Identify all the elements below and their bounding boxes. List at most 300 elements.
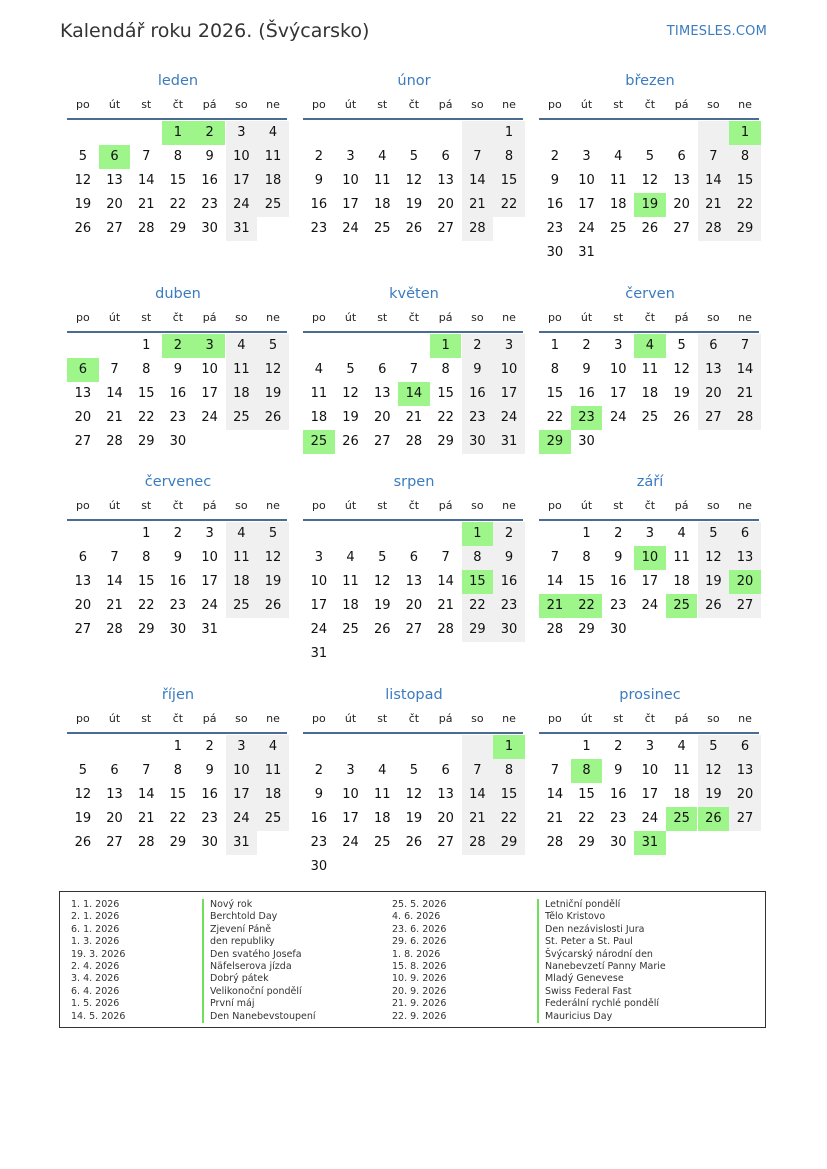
day-cell: 18 bbox=[373, 811, 391, 826]
holiday-name: Den nezávislosti Jura bbox=[537, 924, 644, 936]
month-name: duben bbox=[155, 286, 201, 302]
day-cell: 16 bbox=[201, 173, 218, 188]
day-cell: 4 bbox=[257, 735, 289, 759]
day-cell: 6 bbox=[409, 550, 419, 565]
day-cell: 8 bbox=[142, 550, 151, 565]
day-cell: 13 bbox=[673, 173, 690, 188]
month-name: prosinec bbox=[619, 687, 681, 703]
day-cell: 29 bbox=[493, 831, 525, 855]
holiday-name: den republiky bbox=[202, 936, 275, 948]
weekday-header: pá bbox=[674, 98, 689, 111]
day-cell: 13 bbox=[437, 787, 454, 802]
day-cell: 20 bbox=[106, 811, 123, 826]
day-cell: 16 bbox=[310, 811, 328, 826]
day-cell: 2 bbox=[614, 739, 623, 754]
weekday-header: út bbox=[580, 712, 593, 725]
holiday-name: St. Peter a St. Paul bbox=[537, 936, 633, 948]
day-cell: 5 bbox=[698, 735, 730, 759]
day-cell: 29 bbox=[137, 434, 155, 449]
day-cell: 24 bbox=[226, 807, 258, 831]
day-cell: 6 bbox=[378, 362, 387, 377]
header-rule bbox=[303, 732, 523, 734]
day-cell: 27 bbox=[729, 807, 761, 831]
day-cell: 20 bbox=[373, 410, 391, 425]
day-cell: 17 bbox=[342, 811, 359, 826]
day-cell: 19 bbox=[342, 410, 359, 425]
weekday-header: po bbox=[311, 499, 326, 512]
day-cell: 3 bbox=[645, 739, 655, 754]
weekday-header: ne bbox=[738, 98, 752, 111]
day-cell: 3 bbox=[614, 338, 623, 353]
holiday-name: První máj bbox=[202, 998, 255, 1010]
weekday-header: ne bbox=[738, 499, 752, 512]
holiday-day-cell: 22 bbox=[571, 594, 603, 618]
day-cell: 22 bbox=[493, 807, 525, 831]
weekday-header: čt bbox=[172, 311, 184, 324]
day-cell: 27 bbox=[729, 594, 761, 618]
day-cell: 14 bbox=[462, 169, 494, 193]
holiday-name: Tělo Kristovo bbox=[537, 911, 605, 923]
day-cell: 23 bbox=[462, 406, 494, 430]
day-cell: 8 bbox=[462, 546, 494, 570]
day-cell: 3 bbox=[645, 526, 655, 541]
day-cell: 3 bbox=[493, 334, 525, 358]
day-cell: 31 bbox=[310, 646, 328, 661]
holiday-date: 1. 5. 2026 bbox=[71, 998, 120, 1010]
day-cell: 18 bbox=[257, 169, 289, 193]
weekday-header: so bbox=[707, 311, 720, 324]
holiday-day-cell: 2 bbox=[194, 121, 226, 145]
day-cell: 10 bbox=[310, 574, 328, 589]
weekday-header: so bbox=[235, 311, 248, 324]
day-cell: 3 bbox=[226, 735, 258, 759]
day-cell: 1 bbox=[493, 121, 525, 145]
weekday-header: so bbox=[707, 499, 720, 512]
day-cell: 29 bbox=[169, 835, 187, 850]
day-cell: 7 bbox=[550, 763, 559, 778]
day-cell: 27 bbox=[698, 406, 730, 430]
page-title: Kalendář roku 2026. (Švýcarsko) bbox=[60, 20, 370, 42]
day-cell: 19 bbox=[405, 197, 423, 212]
day-cell: 7 bbox=[698, 145, 730, 169]
day-cell: 2 bbox=[314, 149, 323, 164]
day-cell: 22 bbox=[437, 410, 454, 425]
holiday-date: 22. 9. 2026 bbox=[392, 1010, 447, 1022]
header-rule bbox=[539, 732, 759, 734]
day-cell: 24 bbox=[342, 221, 359, 236]
day-cell: 7 bbox=[142, 763, 151, 778]
header-rule bbox=[303, 331, 523, 333]
holiday-day-cell: 1 bbox=[162, 121, 194, 145]
weekday-header: pá bbox=[202, 311, 217, 324]
day-cell: 17 bbox=[310, 598, 328, 613]
day-cell: 4 bbox=[226, 522, 258, 546]
day-cell: 23 bbox=[201, 811, 218, 826]
holiday-date: 6. 4. 2026 bbox=[71, 985, 120, 997]
day-cell: 25 bbox=[257, 193, 289, 217]
day-cell: 26 bbox=[405, 835, 423, 850]
month-name: březen bbox=[625, 73, 675, 89]
holiday-day-cell: 1 bbox=[430, 334, 462, 358]
holiday-date: 23. 6. 2026 bbox=[392, 923, 447, 935]
day-cell: 23 bbox=[169, 410, 187, 425]
holiday-date: 2. 4. 2026 bbox=[71, 961, 120, 972]
holiday-day-cell: 6 bbox=[67, 358, 99, 382]
day-cell: 27 bbox=[673, 221, 690, 236]
day-cell: 30 bbox=[493, 618, 525, 642]
holiday-name: Švýcarský národní den bbox=[537, 949, 653, 961]
holiday-day-cell: 14 bbox=[398, 382, 430, 406]
day-cell: 25 bbox=[226, 406, 258, 430]
weekday-header: so bbox=[235, 499, 248, 512]
holiday-name: Den svatého Josefa bbox=[202, 949, 302, 961]
month-name: listopad bbox=[385, 687, 443, 703]
day-cell: 9 bbox=[462, 358, 494, 382]
weekday-header: út bbox=[580, 499, 593, 512]
weekday-header: út bbox=[344, 712, 357, 725]
day-cell: 24 bbox=[201, 410, 218, 425]
day-cell: 9 bbox=[314, 787, 323, 802]
day-cell: 28 bbox=[546, 622, 564, 637]
month-name: září bbox=[636, 474, 664, 490]
weekday-header: st bbox=[377, 98, 388, 111]
day-cell: 11 bbox=[641, 362, 659, 377]
weekday-header: ne bbox=[266, 499, 280, 512]
day-cell: 19 bbox=[673, 386, 690, 401]
weekday-header: čt bbox=[172, 712, 184, 725]
weekday-header: so bbox=[707, 712, 720, 725]
day-cell: 17 bbox=[641, 787, 659, 802]
holiday-day-cell: 19 bbox=[634, 193, 666, 217]
header-rule bbox=[303, 118, 523, 120]
day-cell: 15 bbox=[169, 173, 187, 188]
weekday-header: st bbox=[613, 712, 624, 725]
day-cell: 13 bbox=[729, 546, 761, 570]
day-cell: 9 bbox=[550, 173, 559, 188]
day-cell: 12 bbox=[641, 173, 659, 188]
day-cell: 20 bbox=[698, 382, 730, 406]
day-cell: 3 bbox=[582, 149, 591, 164]
day-cell: 28 bbox=[106, 434, 123, 449]
day-cell: 28 bbox=[462, 831, 494, 855]
day-cell: 15 bbox=[169, 787, 187, 802]
day-cell: 16 bbox=[169, 574, 187, 589]
day-cell: 17 bbox=[609, 386, 627, 401]
day-cell: 12 bbox=[373, 574, 391, 589]
day-cell: 11 bbox=[373, 787, 391, 802]
day-cell: 10 bbox=[493, 358, 525, 382]
day-cell: 7 bbox=[462, 145, 494, 169]
day-cell: 28 bbox=[462, 217, 494, 241]
holiday-day-cell: 8 bbox=[571, 759, 603, 783]
day-cell: 24 bbox=[310, 622, 328, 637]
day-cell: 27 bbox=[437, 835, 454, 850]
day-cell: 19 bbox=[257, 570, 289, 594]
day-cell: 16 bbox=[493, 570, 525, 594]
day-cell: 5 bbox=[677, 338, 686, 353]
header-rule bbox=[67, 519, 287, 521]
day-cell: 23 bbox=[609, 598, 627, 613]
day-cell: 15 bbox=[546, 386, 564, 401]
day-cell: 2 bbox=[614, 526, 623, 541]
day-cell: 19 bbox=[74, 811, 92, 826]
day-cell: 12 bbox=[673, 362, 690, 377]
day-cell: 18 bbox=[310, 410, 328, 425]
holiday-day-cell: 20 bbox=[729, 570, 761, 594]
day-cell: 6 bbox=[441, 763, 450, 778]
day-cell: 29 bbox=[462, 618, 494, 642]
holiday-name: Zjevení Páně bbox=[202, 924, 271, 936]
day-cell: 27 bbox=[74, 434, 92, 449]
day-cell: 30 bbox=[169, 622, 187, 637]
holiday-day-cell: 6 bbox=[99, 145, 131, 169]
day-cell: 28 bbox=[546, 835, 564, 850]
day-cell: 21 bbox=[405, 410, 423, 425]
day-cell: 2 bbox=[493, 522, 525, 546]
day-cell: 5 bbox=[645, 149, 655, 164]
day-cell: 13 bbox=[106, 787, 123, 802]
day-cell: 8 bbox=[582, 550, 591, 565]
day-cell: 15 bbox=[578, 574, 595, 589]
day-cell: 21 bbox=[106, 598, 123, 613]
day-cell: 12 bbox=[342, 386, 359, 401]
day-cell: 26 bbox=[257, 406, 289, 430]
day-cell: 4 bbox=[346, 550, 355, 565]
day-cell: 16 bbox=[462, 382, 494, 406]
day-cell: 7 bbox=[110, 362, 119, 377]
holiday-day-cell: 23 bbox=[571, 406, 603, 430]
day-cell: 25 bbox=[609, 221, 627, 236]
day-cell: 7 bbox=[142, 149, 151, 164]
day-cell: 22 bbox=[462, 594, 494, 618]
weekday-header: út bbox=[580, 311, 593, 324]
day-cell: 4 bbox=[314, 362, 323, 377]
day-cell: 6 bbox=[677, 149, 686, 164]
day-cell: 5 bbox=[378, 550, 387, 565]
day-cell: 14 bbox=[137, 787, 155, 802]
holiday-day-cell: 4 bbox=[634, 334, 666, 358]
month-name: říjen bbox=[161, 687, 195, 703]
holiday-name: Berchtold Day bbox=[202, 911, 277, 923]
day-cell: 11 bbox=[257, 145, 289, 169]
day-cell: 19 bbox=[257, 382, 289, 406]
day-cell: 10 bbox=[609, 362, 627, 377]
day-cell: 29 bbox=[169, 221, 187, 236]
day-cell: 20 bbox=[74, 410, 92, 425]
day-cell: 7 bbox=[550, 550, 559, 565]
day-cell: 26 bbox=[373, 622, 391, 637]
weekday-header: pá bbox=[674, 712, 689, 725]
day-cell: 13 bbox=[698, 358, 730, 382]
day-cell: 30 bbox=[462, 430, 494, 454]
day-cell: 30 bbox=[546, 245, 564, 260]
holiday-name: Velikonoční pondělí bbox=[202, 986, 302, 998]
day-cell: 18 bbox=[673, 574, 690, 589]
day-cell: 14 bbox=[729, 358, 761, 382]
day-cell: 4 bbox=[257, 121, 289, 145]
weekday-header: st bbox=[141, 98, 152, 111]
day-cell: 26 bbox=[673, 410, 690, 425]
day-cell: 11 bbox=[310, 386, 328, 401]
day-cell: 9 bbox=[614, 763, 623, 778]
day-cell: 23 bbox=[310, 221, 328, 236]
day-cell: 4 bbox=[614, 149, 623, 164]
day-cell: 5 bbox=[257, 334, 289, 358]
day-cell: 10 bbox=[342, 173, 359, 188]
day-cell: 2 bbox=[314, 763, 323, 778]
day-cell: 16 bbox=[609, 787, 627, 802]
weekday-header: po bbox=[547, 499, 562, 512]
day-cell: 9 bbox=[582, 362, 591, 377]
day-cell: 11 bbox=[226, 358, 258, 382]
day-cell: 17 bbox=[641, 574, 659, 589]
day-cell: 7 bbox=[729, 334, 761, 358]
month-name: červenec bbox=[144, 474, 212, 490]
day-cell: 31 bbox=[226, 217, 258, 241]
holiday-date: 21. 9. 2026 bbox=[392, 998, 447, 1010]
day-cell: 30 bbox=[201, 835, 218, 850]
day-cell: 22 bbox=[578, 811, 595, 826]
weekday-header: čt bbox=[644, 311, 656, 324]
day-cell: 28 bbox=[729, 406, 761, 430]
weekday-header: st bbox=[377, 712, 388, 725]
holiday-date: 19. 3. 2026 bbox=[71, 948, 126, 960]
day-cell: 9 bbox=[493, 546, 525, 570]
weekday-header: pá bbox=[202, 499, 217, 512]
weekday-header: so bbox=[471, 98, 484, 111]
weekday-header: ne bbox=[738, 311, 752, 324]
day-cell: 27 bbox=[74, 622, 92, 637]
day-cell: 23 bbox=[201, 197, 218, 212]
holiday-name: Näfelserova jízda bbox=[202, 961, 292, 973]
holiday-day-cell: 1 bbox=[462, 522, 494, 546]
holiday-date: 25. 5. 2026 bbox=[392, 899, 447, 910]
day-cell: 30 bbox=[310, 859, 328, 874]
weekday-header: so bbox=[235, 712, 248, 725]
day-cell: 8 bbox=[173, 763, 183, 778]
day-cell: 19 bbox=[698, 783, 730, 807]
day-cell: 3 bbox=[205, 526, 214, 541]
weekday-header: po bbox=[75, 98, 90, 111]
day-cell: 2 bbox=[205, 739, 214, 754]
weekday-header: čt bbox=[644, 98, 656, 111]
day-cell: 16 bbox=[201, 787, 218, 802]
day-cell: 10 bbox=[578, 173, 595, 188]
day-cell: 5 bbox=[346, 362, 355, 377]
day-cell: 1 bbox=[582, 526, 591, 541]
weekday-header: pá bbox=[202, 98, 217, 111]
weekday-header: čt bbox=[408, 98, 420, 111]
day-cell: 26 bbox=[405, 221, 423, 236]
weekday-header: so bbox=[471, 311, 484, 324]
day-cell: 26 bbox=[257, 594, 289, 618]
weekday-header: út bbox=[108, 499, 121, 512]
day-cell: 3 bbox=[314, 550, 323, 565]
weekday-header: ne bbox=[502, 311, 516, 324]
holiday-day-cell: 25 bbox=[666, 807, 698, 831]
day-cell: 4 bbox=[378, 763, 387, 778]
day-cell: 21 bbox=[462, 193, 494, 217]
day-cell: 5 bbox=[409, 149, 419, 164]
day-cell: 28 bbox=[137, 221, 155, 236]
day-cell: 31 bbox=[578, 245, 595, 260]
weekday-header: st bbox=[141, 499, 152, 512]
weekday-header: po bbox=[311, 712, 326, 725]
weekday-header: st bbox=[613, 98, 624, 111]
day-cell: 20 bbox=[74, 598, 92, 613]
day-cell: 18 bbox=[609, 197, 627, 212]
weekday-header: po bbox=[311, 98, 326, 111]
weekday-header: ne bbox=[502, 98, 516, 111]
weekday-header: čt bbox=[172, 98, 184, 111]
day-cell: 29 bbox=[729, 217, 761, 241]
day-cell: 6 bbox=[729, 522, 761, 546]
holiday-name: Nanebevzetí Panny Marie bbox=[537, 961, 666, 973]
day-cell: 21 bbox=[698, 193, 730, 217]
day-cell: 2 bbox=[173, 526, 183, 541]
day-cell: 13 bbox=[74, 574, 92, 589]
day-cell: 25 bbox=[641, 410, 659, 425]
day-cell: 31 bbox=[493, 430, 525, 454]
weekday-header: čt bbox=[644, 499, 656, 512]
holiday-day-cell: 25 bbox=[666, 594, 698, 618]
weekday-header: st bbox=[613, 499, 624, 512]
day-cell: 4 bbox=[677, 526, 686, 541]
weekday-header: ne bbox=[502, 499, 516, 512]
day-cell: 29 bbox=[137, 622, 155, 637]
day-cell: 21 bbox=[106, 410, 123, 425]
day-cell: 20 bbox=[673, 197, 690, 212]
header-rule bbox=[303, 519, 523, 521]
day-cell: 3 bbox=[346, 763, 355, 778]
day-cell: 15 bbox=[493, 169, 525, 193]
day-cell: 25 bbox=[373, 835, 391, 850]
day-cell: 1 bbox=[142, 526, 151, 541]
header-rule bbox=[67, 732, 287, 734]
day-cell: 7 bbox=[110, 550, 119, 565]
day-cell: 24 bbox=[641, 598, 659, 613]
brand-link[interactable]: TIMESLES.COM bbox=[666, 24, 767, 39]
day-cell: 19 bbox=[74, 197, 92, 212]
day-cell: 27 bbox=[106, 835, 123, 850]
day-cell: 31 bbox=[201, 622, 218, 637]
day-cell: 12 bbox=[698, 546, 730, 570]
day-cell: 8 bbox=[441, 362, 450, 377]
day-cell: 21 bbox=[462, 807, 494, 831]
day-cell: 10 bbox=[641, 763, 659, 778]
day-cell: 6 bbox=[698, 334, 730, 358]
holiday-date: 14. 5. 2026 bbox=[71, 1010, 126, 1022]
day-cell: 15 bbox=[437, 386, 454, 401]
day-cell: 17 bbox=[201, 386, 218, 401]
day-cell: 22 bbox=[493, 193, 525, 217]
month-name: červen bbox=[625, 286, 675, 302]
day-cell: 13 bbox=[729, 759, 761, 783]
day-cell: 20 bbox=[437, 811, 454, 826]
day-cell: 5 bbox=[698, 522, 730, 546]
weekday-header: pá bbox=[202, 712, 217, 725]
day-cell: 13 bbox=[74, 386, 92, 401]
day-cell: 24 bbox=[641, 811, 659, 826]
day-cell: 28 bbox=[137, 835, 155, 850]
day-cell: 19 bbox=[698, 570, 730, 594]
holiday-name: Dobrý pátek bbox=[202, 973, 269, 985]
day-cell: 22 bbox=[169, 811, 187, 826]
day-cell: 24 bbox=[493, 406, 525, 430]
weekday-header: ne bbox=[502, 712, 516, 725]
weekday-header: čt bbox=[408, 499, 420, 512]
day-cell: 14 bbox=[106, 574, 123, 589]
